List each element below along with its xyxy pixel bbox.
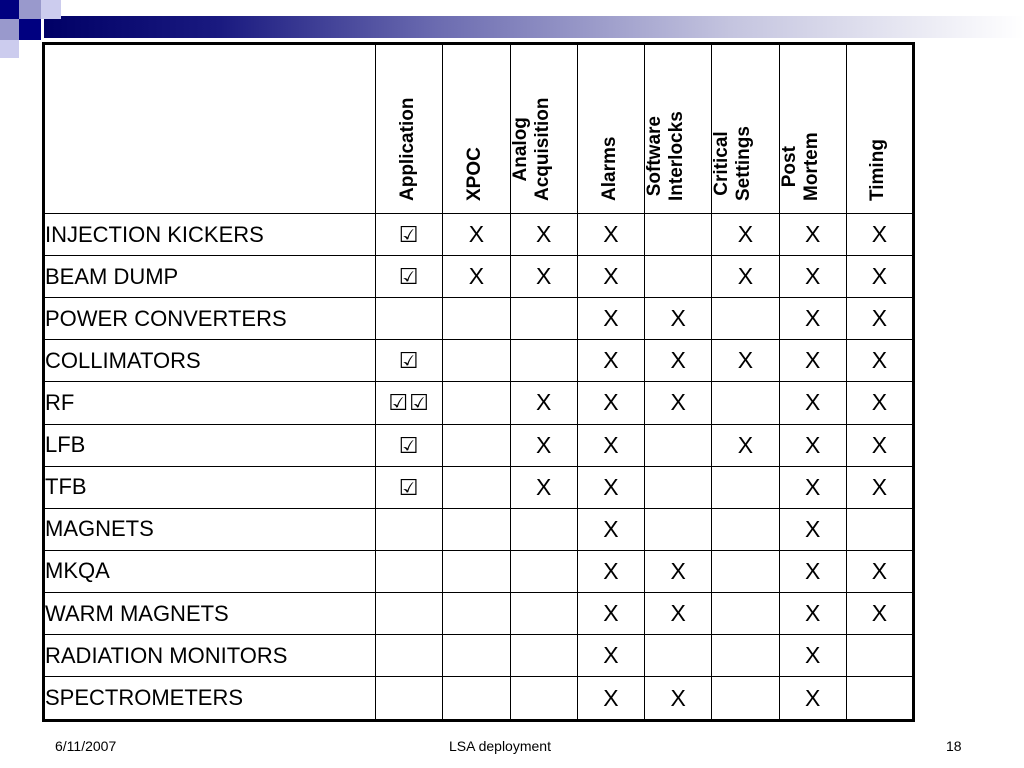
checkbox-icon-glyph: ☑☑ xyxy=(388,390,430,416)
x-mark-cell: X xyxy=(443,256,510,298)
x-mark-cell: X xyxy=(577,592,644,634)
checkbox-icon-glyph: ☑ xyxy=(398,432,420,458)
x-mark-cell: X xyxy=(510,466,577,508)
checkbox-icon xyxy=(376,256,443,298)
header-square xyxy=(0,40,19,58)
empty-cell xyxy=(376,592,443,634)
header-square xyxy=(19,0,41,19)
table-row xyxy=(44,677,914,721)
x-mark-cell: X xyxy=(779,635,846,677)
table-row xyxy=(44,424,914,466)
x-mark-cell: X xyxy=(577,256,644,298)
table-row xyxy=(44,592,914,634)
empty-cell xyxy=(712,677,779,721)
table-row xyxy=(44,466,914,508)
x-mark-cell: X xyxy=(510,424,577,466)
column-header xyxy=(376,44,443,214)
column-header-label: Timing xyxy=(867,139,889,201)
x-mark-cell: X xyxy=(846,256,913,298)
empty-cell xyxy=(376,677,443,721)
x-mark-cell: X xyxy=(779,298,846,340)
x-mark-cell: X xyxy=(779,256,846,298)
x-mark-cell: X xyxy=(846,340,913,382)
empty-cell xyxy=(376,508,443,550)
column-header xyxy=(577,44,644,214)
footer-title: LSA deployment xyxy=(449,738,551,754)
row-label: RADIATION MONITORS xyxy=(44,635,376,677)
checkbox-icon xyxy=(376,214,443,256)
column-header-label: Critical Settings xyxy=(711,126,755,201)
column-header xyxy=(443,44,510,214)
x-mark-cell: X xyxy=(846,466,913,508)
x-mark-cell: X xyxy=(577,382,644,424)
empty-cell xyxy=(510,550,577,592)
table-row xyxy=(44,635,914,677)
row-label: TFB xyxy=(44,466,376,508)
x-mark-cell: X xyxy=(712,424,779,466)
row-label: POWER CONVERTERS xyxy=(44,298,376,340)
x-mark-cell: X xyxy=(779,214,846,256)
header-square xyxy=(19,19,41,40)
x-mark-cell: X xyxy=(645,382,712,424)
empty-cell xyxy=(712,635,779,677)
x-mark-cell: X xyxy=(577,466,644,508)
row-label: SPECTROMETERS xyxy=(44,677,376,721)
column-header xyxy=(510,44,577,214)
x-mark-cell: X xyxy=(577,550,644,592)
row-label: WARM MAGNETS xyxy=(44,592,376,634)
x-mark-cell: X xyxy=(779,424,846,466)
table-row xyxy=(44,340,914,382)
column-header xyxy=(846,44,913,214)
header-row xyxy=(44,44,914,214)
footer-page-number: 18 xyxy=(946,738,962,754)
table-row xyxy=(44,298,914,340)
header-square xyxy=(41,0,61,19)
empty-cell xyxy=(712,508,779,550)
empty-cell xyxy=(712,550,779,592)
empty-cell xyxy=(645,466,712,508)
checkbox-icon xyxy=(376,340,443,382)
empty-cell xyxy=(510,635,577,677)
empty-cell xyxy=(645,635,712,677)
column-header-label: Application xyxy=(397,97,419,201)
empty-cell xyxy=(645,508,712,550)
x-mark-cell: X xyxy=(577,508,644,550)
x-mark-cell: X xyxy=(577,424,644,466)
x-mark-cell: X xyxy=(577,635,644,677)
x-mark-cell: X xyxy=(779,677,846,721)
column-header xyxy=(712,44,779,214)
x-mark-cell: X xyxy=(577,298,644,340)
empty-cell xyxy=(376,550,443,592)
corner-cell xyxy=(44,44,376,214)
checkbox-icon-glyph: ☑ xyxy=(398,348,420,374)
x-mark-cell: X xyxy=(712,340,779,382)
empty-cell xyxy=(712,298,779,340)
empty-cell xyxy=(443,508,510,550)
empty-cell xyxy=(846,635,913,677)
x-mark-cell: X xyxy=(510,382,577,424)
empty-cell xyxy=(510,677,577,721)
x-mark-cell: X xyxy=(846,592,913,634)
empty-cell xyxy=(712,382,779,424)
header-square xyxy=(0,0,19,19)
empty-cell xyxy=(443,677,510,721)
x-mark-cell: X xyxy=(779,592,846,634)
row-label: COLLIMATORS xyxy=(44,340,376,382)
table-row xyxy=(44,256,914,298)
empty-cell xyxy=(510,340,577,382)
header-gradient-bar xyxy=(44,16,1024,38)
x-mark-cell: X xyxy=(645,298,712,340)
x-mark-cell: X xyxy=(779,466,846,508)
table-row xyxy=(44,382,914,424)
column-header-label: XPOC xyxy=(464,147,486,201)
row-label: INJECTION KICKERS xyxy=(44,214,376,256)
x-mark-cell: X xyxy=(577,677,644,721)
empty-cell xyxy=(510,298,577,340)
empty-cell xyxy=(443,466,510,508)
row-label: BEAM DUMP xyxy=(44,256,376,298)
empty-cell xyxy=(443,635,510,677)
table-row xyxy=(44,508,914,550)
empty-cell xyxy=(846,508,913,550)
empty-cell xyxy=(712,592,779,634)
x-mark-cell: X xyxy=(510,256,577,298)
x-mark-cell: X xyxy=(645,550,712,592)
x-mark-cell: X xyxy=(846,382,913,424)
checkbox-icon-glyph: ☑ xyxy=(398,264,420,290)
x-mark-cell: X xyxy=(846,298,913,340)
empty-cell xyxy=(443,382,510,424)
empty-cell xyxy=(510,508,577,550)
x-mark-cell: X xyxy=(443,214,510,256)
column-header xyxy=(645,44,712,214)
footer-date: 6/11/2007 xyxy=(55,738,117,754)
x-mark-cell: X xyxy=(645,592,712,634)
column-header-label: Analog Acquisition xyxy=(509,97,553,201)
empty-cell xyxy=(376,298,443,340)
x-mark-cell: X xyxy=(712,256,779,298)
x-mark-cell: X xyxy=(645,340,712,382)
empty-cell xyxy=(510,592,577,634)
x-mark-cell: X xyxy=(846,424,913,466)
checkbox-icon-glyph: ☑ xyxy=(398,222,420,248)
column-header-label: Software Interlocks xyxy=(644,111,688,201)
x-mark-cell: X xyxy=(779,382,846,424)
empty-cell xyxy=(443,340,510,382)
empty-cell xyxy=(645,214,712,256)
deployment-matrix-table xyxy=(42,42,915,722)
x-mark-cell: X xyxy=(779,550,846,592)
empty-cell xyxy=(645,256,712,298)
empty-cell xyxy=(443,298,510,340)
checkbox-icon xyxy=(376,382,443,424)
table-row xyxy=(44,214,914,256)
empty-cell xyxy=(443,592,510,634)
row-label: RF xyxy=(44,382,376,424)
checkbox-icon xyxy=(376,466,443,508)
empty-cell xyxy=(443,550,510,592)
x-mark-cell: X xyxy=(712,214,779,256)
row-label: LFB xyxy=(44,424,376,466)
row-label: MKQA xyxy=(44,550,376,592)
empty-cell xyxy=(376,635,443,677)
x-mark-cell: X xyxy=(779,508,846,550)
empty-cell xyxy=(846,677,913,721)
column-header-label: Alarms xyxy=(598,136,620,201)
checkbox-icon-glyph: ☑ xyxy=(398,474,420,500)
x-mark-cell: X xyxy=(846,550,913,592)
x-mark-cell: X xyxy=(577,340,644,382)
empty-cell xyxy=(443,424,510,466)
empty-cell xyxy=(712,466,779,508)
x-mark-cell: X xyxy=(846,214,913,256)
empty-cell xyxy=(645,424,712,466)
table-row xyxy=(44,550,914,592)
x-mark-cell: X xyxy=(779,340,846,382)
x-mark-cell: X xyxy=(510,214,577,256)
column-header xyxy=(779,44,846,214)
column-header-label: Post Mortem xyxy=(778,132,822,201)
header-square xyxy=(0,19,19,40)
row-label: MAGNETS xyxy=(44,508,376,550)
x-mark-cell: X xyxy=(577,214,644,256)
x-mark-cell: X xyxy=(645,677,712,721)
checkbox-icon xyxy=(376,424,443,466)
